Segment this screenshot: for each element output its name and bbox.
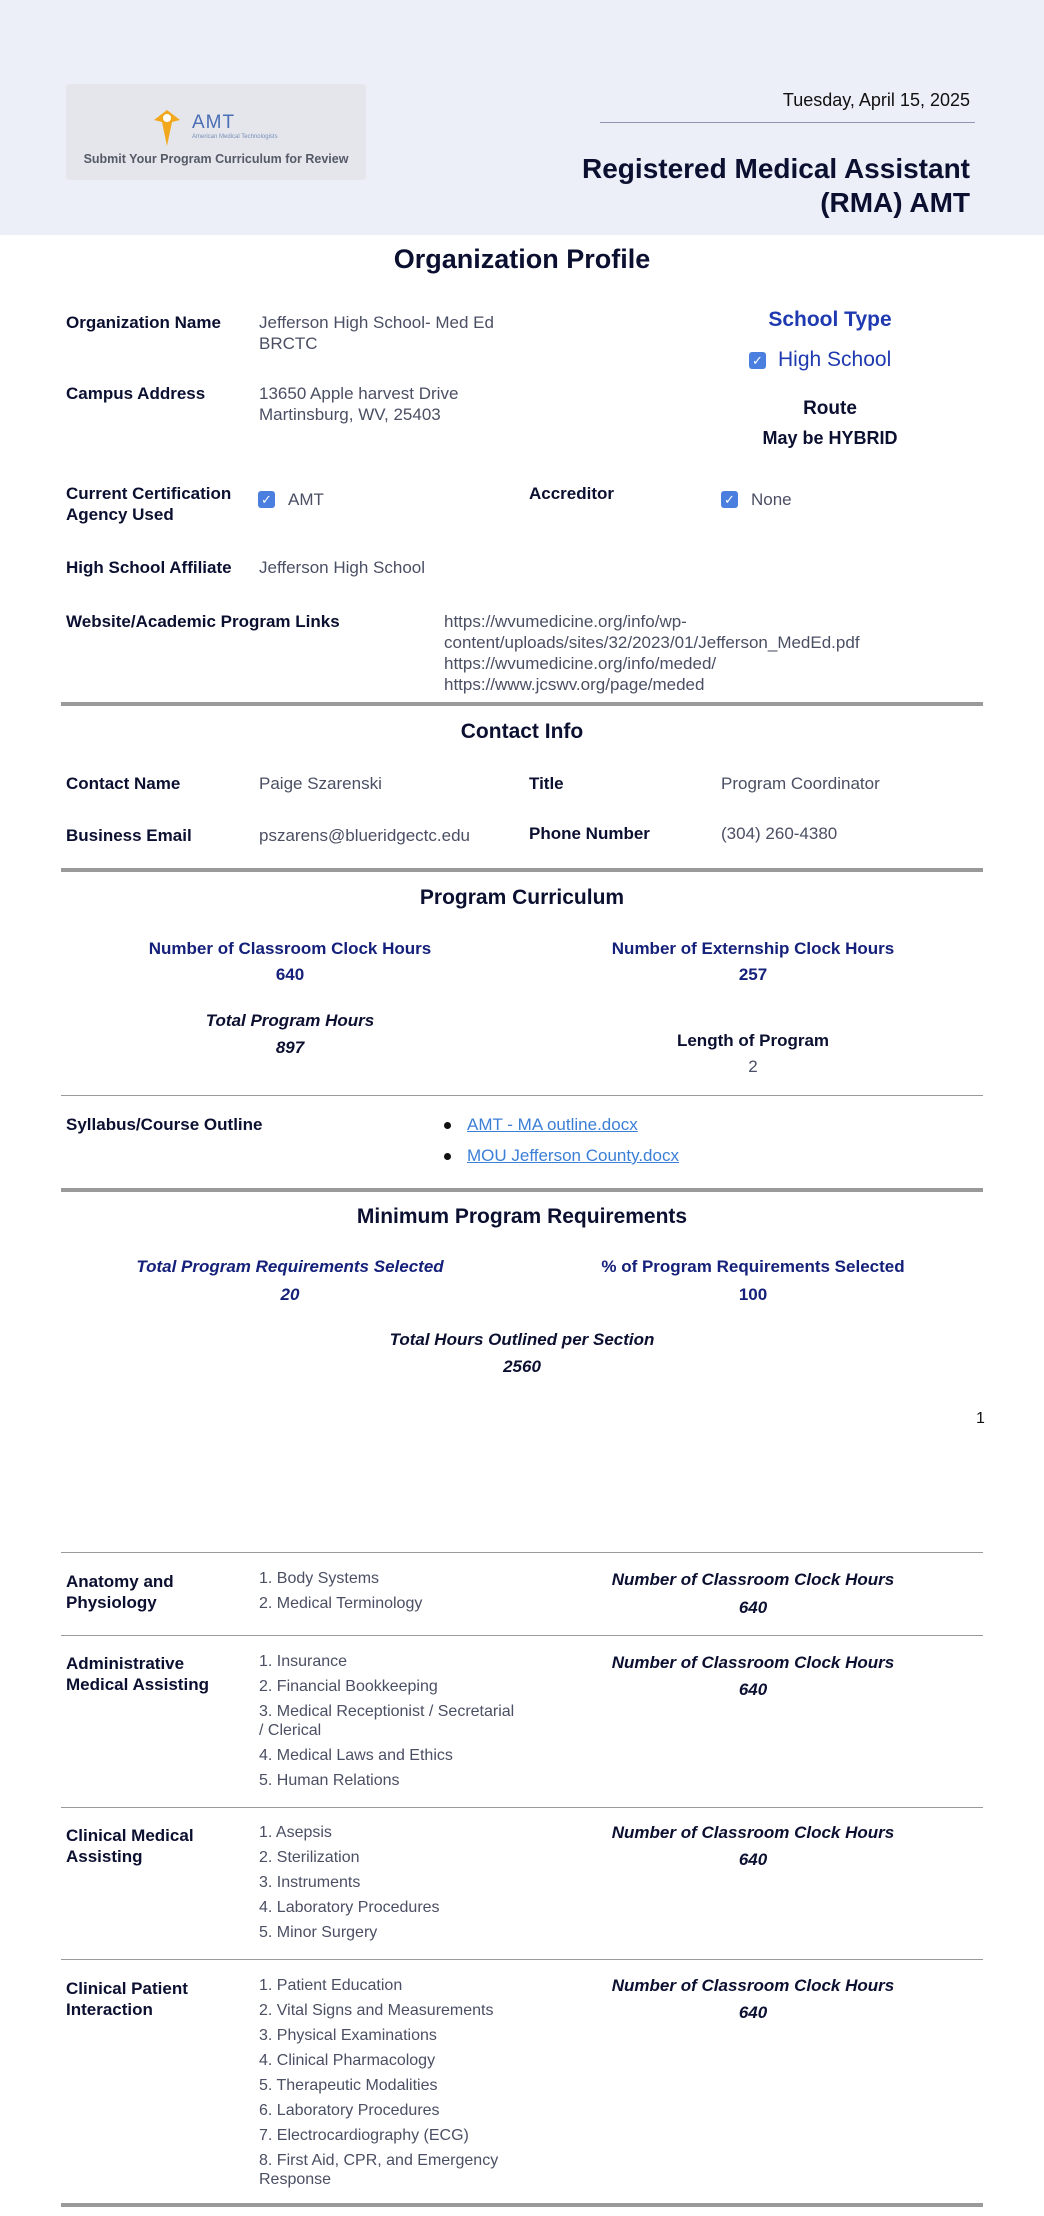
table-divider [61, 1635, 983, 1636]
campus-line-2: Martinsburg, WV, 25403 [259, 405, 441, 424]
logo-cta: Submit Your Program Curriculum for Review [83, 152, 349, 166]
list-item: 2. Financial Bookkeeping [259, 1678, 438, 1695]
section-hours-label: Number of Classroom Clock Hours [611, 1570, 895, 1589]
title-line-1: Registered Medical Assistant [582, 153, 970, 184]
website-label: Website/Academic Program Links [66, 612, 340, 631]
contact-name-value: Paige Szarenski [259, 774, 382, 793]
amt-logo-icon [150, 108, 184, 148]
header-divider [600, 122, 975, 123]
cert-agency-checkbox[interactable]: ✓ [258, 491, 275, 508]
list-item: 4. Laboratory Procedures [259, 1899, 440, 1916]
accreditor-checkbox[interactable]: ✓ [721, 491, 738, 508]
website-links [444, 611, 860, 695]
document-title [560, 152, 970, 220]
school-type-checkbox[interactable]: ✓ [749, 352, 766, 369]
phone-label: Phone Number [529, 824, 650, 843]
list-item: / Clerical [259, 1722, 322, 1739]
list-item: 8. First Aid, CPR, and Emergency [259, 2152, 499, 2169]
section-name-line-2: Assisting [66, 1847, 143, 1866]
section-name-line-1: Clinical Medical [66, 1826, 194, 1845]
campus-label: Campus Address [66, 384, 206, 403]
list-item: Response [259, 2171, 332, 2188]
table-divider [61, 1807, 983, 1808]
school-type-value: High School [778, 348, 892, 371]
contact-heading: Contact Info [460, 720, 584, 743]
section-name-line-1: Clinical Patient [66, 1979, 188, 1998]
hours-outlined-value: 2560 [503, 1357, 541, 1376]
campus-value [259, 383, 458, 425]
section-name [66, 1653, 209, 1695]
mou-file-link[interactable]: MOU Jefferson County.docx [467, 1146, 679, 1165]
list-item: 1. Patient Education [259, 1977, 403, 1994]
program-length-value: 2 [748, 1057, 758, 1076]
syllabus-label: Syllabus/Course Outline [66, 1115, 263, 1134]
list-item: 5. Therapeutic Modalities [259, 2077, 438, 2094]
list-item: 2. Vital Signs and Measurements [259, 2002, 494, 2019]
list-item: 7. Electrocardiography (ECG) [259, 2127, 469, 2144]
org-name-value [259, 312, 494, 354]
header-date: Tuesday, April 15, 2025 [782, 90, 970, 110]
list-item: 5. Human Relations [259, 1772, 400, 1789]
list-item: 4. Medical Laws and Ethics [259, 1747, 453, 1764]
email-value: pszarens@blueridgectc.edu [259, 826, 470, 845]
list-item: 2. Sterilization [259, 1849, 360, 1866]
website-line-3[interactable]: https://wvumedicine.org/info/meded/ [444, 654, 717, 673]
section-name [66, 1978, 188, 2020]
list-item: 5. Minor Surgery [259, 1924, 378, 1941]
org-profile-heading: Organization Profile [393, 244, 651, 274]
total-selected-label: Total Program Requirements Selected [136, 1257, 444, 1276]
section-name-line-2: Physiology [66, 1593, 157, 1612]
list-item: 3. Medical Receptionist / Secretarial [259, 1703, 515, 1720]
externship-hours-value: 257 [738, 965, 768, 984]
section-hours-label: Number of Classroom Clock Hours [611, 1653, 895, 1672]
pct-selected-label: % of Program Requirements Selected [601, 1257, 905, 1276]
section-name-line-2: Interaction [66, 2000, 153, 2019]
cert-label-line-2: Agency Used [66, 505, 174, 524]
section-hours-value: 640 [738, 1598, 768, 1617]
logo-subtext: American Medical Technologists [192, 134, 278, 140]
route-label: Route [803, 398, 857, 419]
org-name-line-1: Jefferson High School- Med Ed [259, 313, 494, 332]
logo-text: AMT [192, 112, 236, 133]
section-hours-value: 640 [738, 1850, 768, 1869]
section-topics [259, 1976, 529, 2189]
section-divider [61, 1188, 983, 1192]
curriculum-heading: Program Curriculum [419, 886, 625, 909]
contact-title-value: Program Coordinator [721, 774, 880, 793]
website-line-1[interactable]: https://wvumedicine.org/info/wp- [444, 612, 687, 631]
website-line-4[interactable]: https://www.jcswv.org/page/meded [444, 675, 705, 694]
total-hours-value: 897 [275, 1038, 305, 1057]
section-name [66, 1571, 174, 1613]
org-name-label: Organization Name [66, 313, 221, 332]
list-item: 1. Asepsis [259, 1824, 332, 1841]
total-selected-value: 20 [280, 1285, 300, 1304]
phone-value: (304) 260-4380 [721, 824, 838, 843]
section-hours-label: Number of Classroom Clock Hours [611, 1823, 895, 1842]
table-divider [61, 1552, 983, 1553]
accreditor-value: None [751, 490, 792, 509]
program-length-label: Length of Program [676, 1031, 830, 1050]
section-topics [259, 1569, 422, 1613]
list-item: 1. Body Systems [259, 1570, 380, 1587]
list-item: 3. Physical Examinations [259, 2027, 437, 2044]
section-divider [61, 2203, 983, 2207]
email-label: Business Email [66, 826, 192, 845]
page-number: 1 [976, 1410, 985, 1427]
school-type-label: School Type [768, 308, 892, 331]
org-name-line-2: BRCTC [259, 334, 318, 353]
list-bullet [444, 1153, 451, 1160]
classroom-hours-value: 640 [275, 965, 305, 984]
section-hours-value: 640 [738, 1680, 768, 1699]
list-item: 2. Medical Terminology [259, 1595, 423, 1612]
subsection-divider [61, 1095, 983, 1096]
website-line-2[interactable]: content/uploads/sites/32/2023/01/Jefferson_MedEd.pdf [444, 633, 860, 652]
section-divider [61, 868, 983, 872]
section-topics [259, 1652, 529, 1790]
list-item: 1. Insurance [259, 1653, 348, 1670]
section-hours-label: Number of Classroom Clock Hours [611, 1976, 895, 1995]
section-topics [259, 1823, 440, 1942]
campus-line-1: 13650 Apple harvest Drive [259, 384, 459, 403]
classroom-hours-label: Number of Classroom Clock Hours [148, 939, 432, 958]
requirements-heading: Minimum Program Requirements [356, 1205, 688, 1228]
table-divider [61, 1959, 983, 1960]
contact-title-label: Title [529, 774, 564, 793]
syllabus-file-link[interactable]: AMT - MA outline.docx [467, 1115, 638, 1134]
cert-agency-value: AMT [288, 490, 324, 509]
hs-affiliate-value: Jefferson High School [259, 558, 426, 577]
accreditor-label: Accreditor [529, 484, 615, 503]
pct-selected-value: 100 [738, 1285, 768, 1304]
list-item: 4. Clinical Pharmacology [259, 2052, 436, 2069]
route-value: May be HYBRID [762, 428, 898, 448]
list-item: 6. Laboratory Procedures [259, 2102, 440, 2119]
hs-affiliate-label: High School Affiliate [66, 558, 232, 577]
section-name-line-2: Medical Assisting [66, 1675, 209, 1694]
section-name-line-1: Administrative [66, 1654, 185, 1673]
cert-agency-label [66, 483, 231, 525]
section-name [66, 1825, 194, 1867]
list-item: 3. Instruments [259, 1874, 361, 1891]
total-hours-label: Total Program Hours [205, 1011, 375, 1030]
contact-name-label: Contact Name [66, 774, 181, 793]
list-bullet [444, 1122, 451, 1129]
section-hours-value: 640 [738, 2003, 768, 2022]
section-name-line-1: Anatomy and [66, 1572, 174, 1591]
section-divider [61, 702, 983, 706]
externship-hours-label: Number of Externship Clock Hours [611, 939, 895, 958]
hours-outlined-label: Total Hours Outlined per Section [389, 1330, 655, 1349]
cert-label-line-1: Current Certification [66, 484, 232, 503]
title-line-2: (RMA) AMT [820, 187, 970, 218]
